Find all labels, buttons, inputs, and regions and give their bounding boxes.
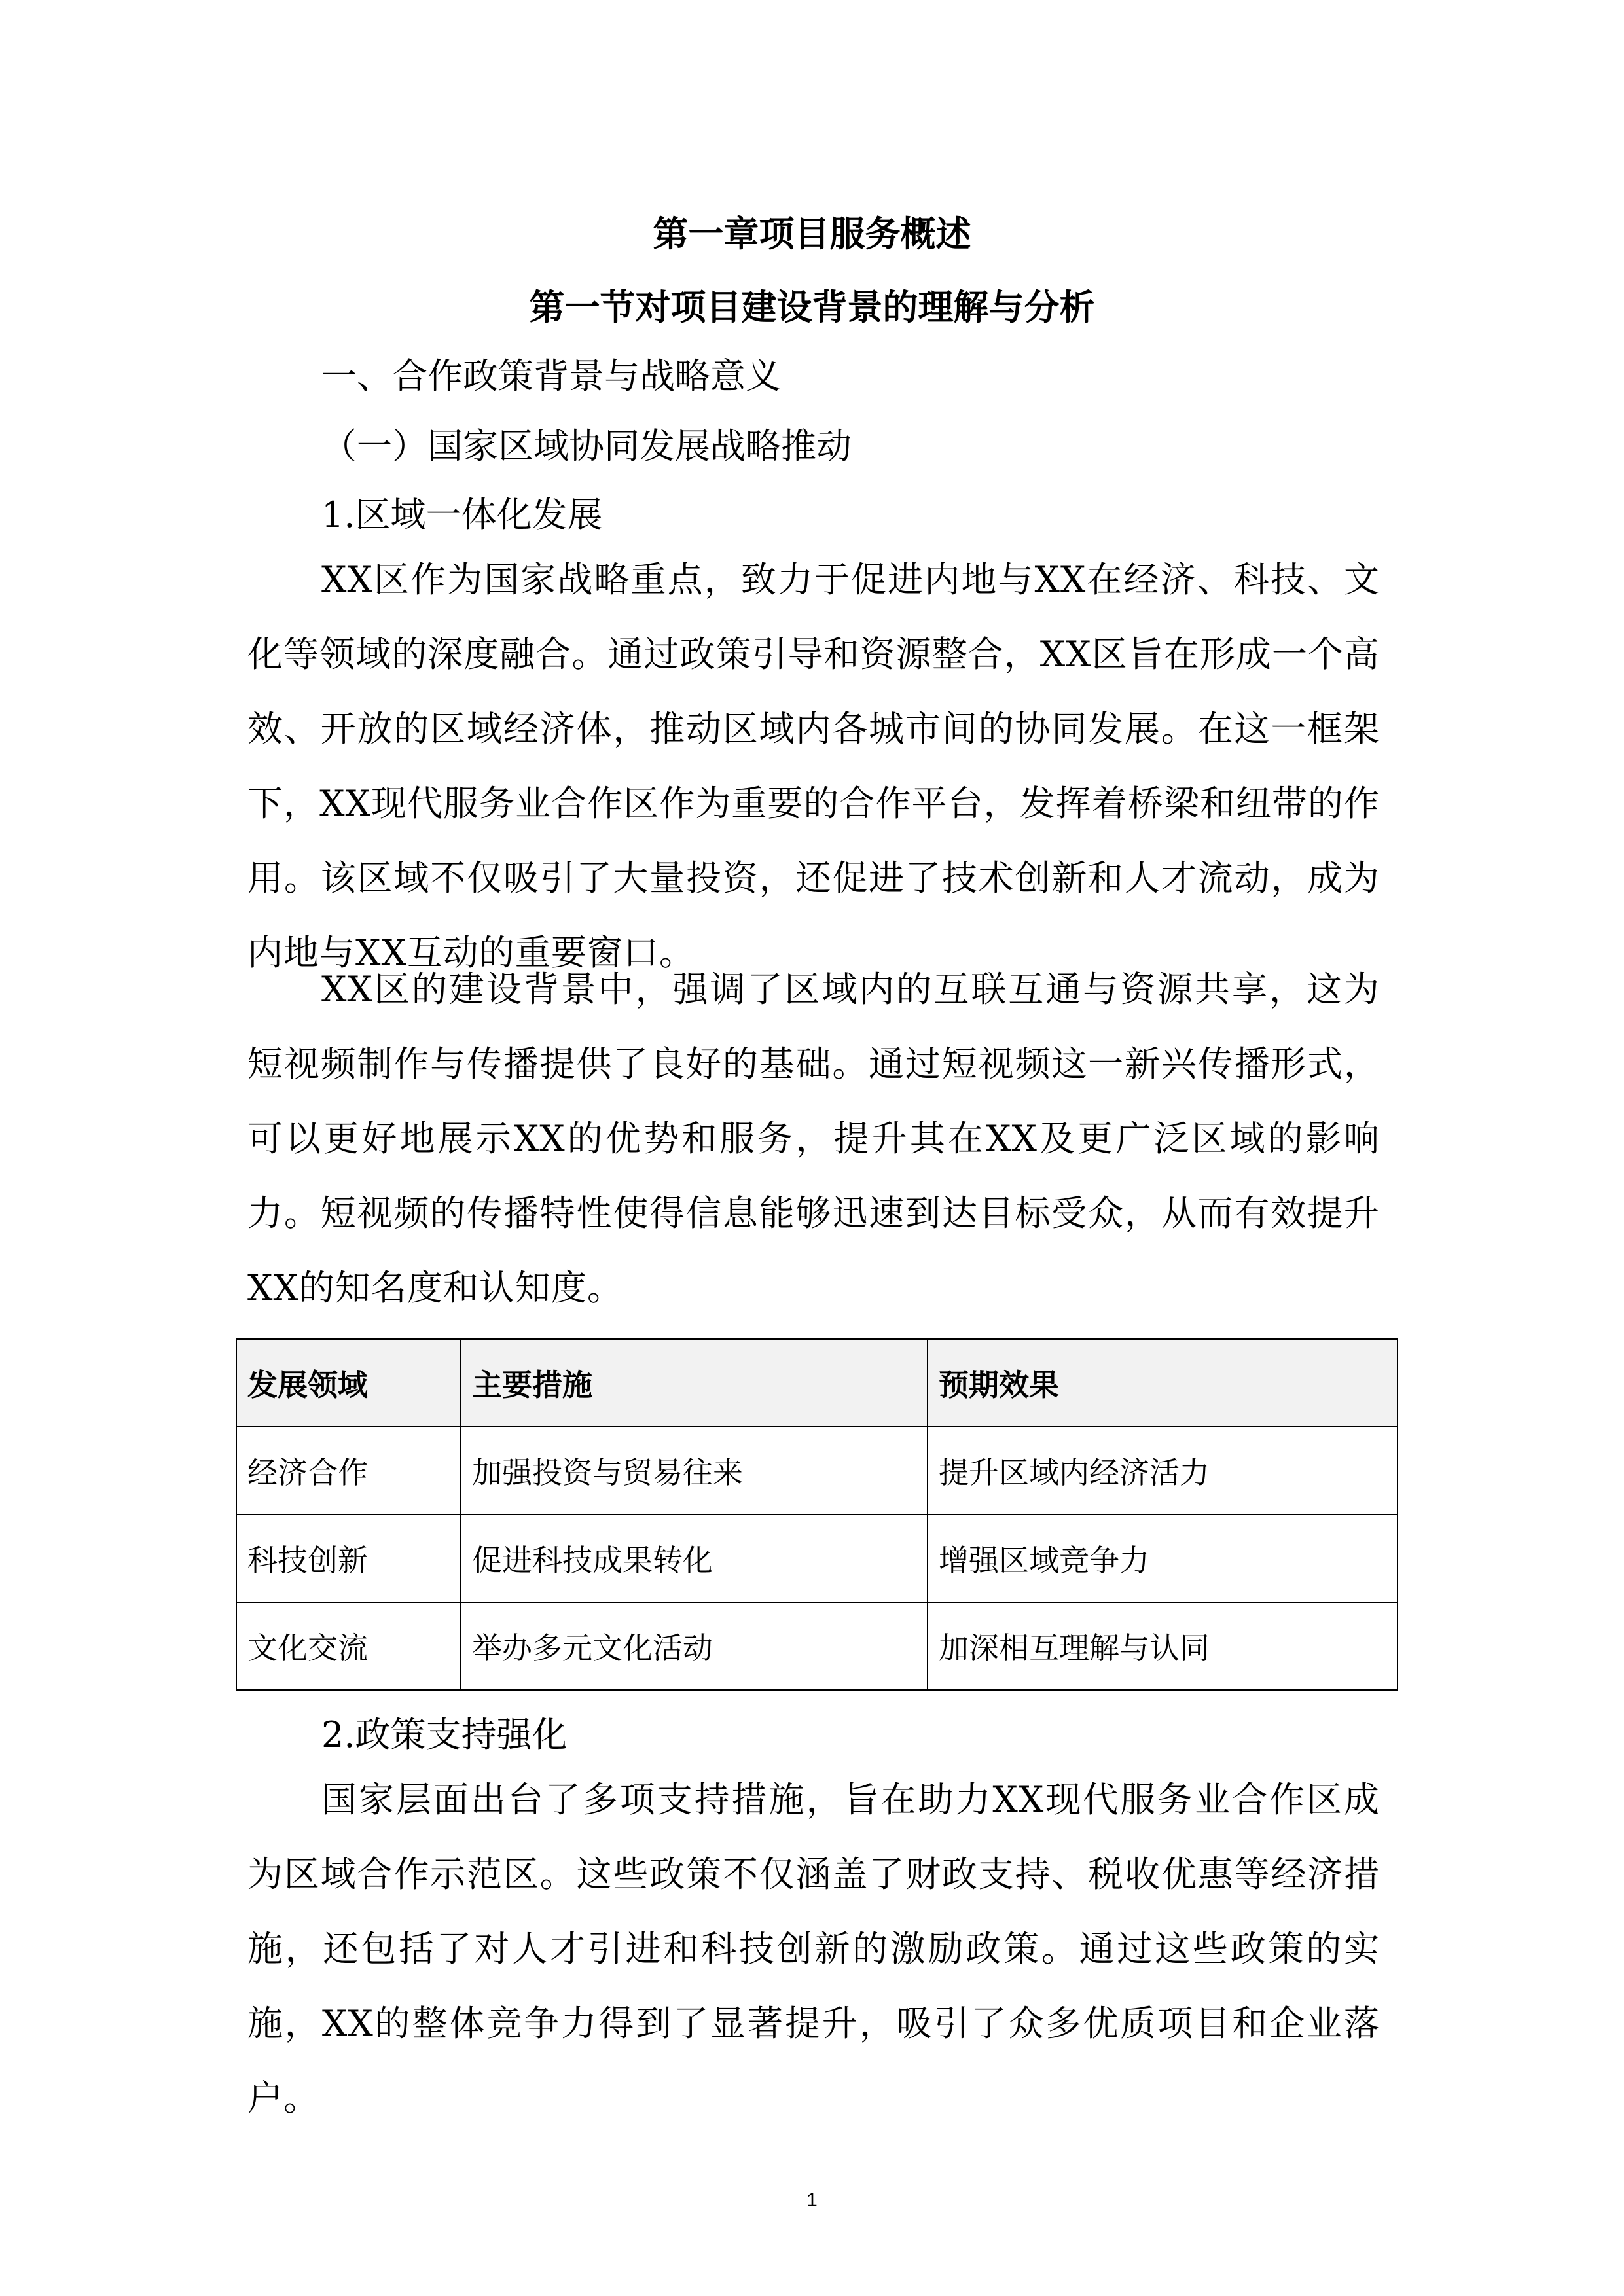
table-cell: 经济合作	[236, 1427, 461, 1515]
table-cell: 加强投资与贸易往来	[461, 1427, 928, 1515]
heading-national-strategy: （一）国家区域协同发展战略推动	[321, 425, 852, 467]
table-cell: 增强区域竞争力	[928, 1515, 1398, 1602]
chapter-title: 第一章项目服务概述	[653, 213, 971, 255]
table-row	[236, 1515, 1398, 1602]
table-header-cell: 预期效果	[928, 1339, 1398, 1427]
table-cell: 科技创新	[236, 1515, 461, 1602]
table-cell: 提升区域内经济活力	[928, 1427, 1398, 1515]
table-row	[236, 1427, 1398, 1515]
paragraph-policy-support: 国家层面出台了多项支持措施，旨在助力XX现代服务业合作区成为区域合作示范区。这些政策不仅涵盖了财政支持、税收优惠等经济措施，还包括了对人才引进和科技创新的激励政策。通过这些政策的实施，XX的整体竞争力得到了显著提升，吸引了众多优质项目和企业落户。	[247, 1779, 1380, 2119]
page-number: 1	[806, 2189, 818, 2211]
section-title: 第一节对项目建设背景的理解与分析	[529, 287, 1095, 328]
table-cell: 加深相互理解与认同	[928, 1602, 1398, 1690]
paragraph-construction-background: XX区的建设背景中，强调了区域内的互联互通与资源共享，这为短视频制作与传播提供了良好的基础。通过短视频这一新兴传播形式，可以更好地展示XX的优势和服务，提升其在XX及更广泛区域的影响力。短视频的传播特性使得信息能够迅速到达目标受众，从而有效提升XX的知名度和认知度。	[247, 969, 1380, 1308]
table-cell: 文化交流	[236, 1602, 461, 1690]
table-cell: 促进科技成果转化	[461, 1515, 928, 1602]
table-header-row	[236, 1339, 1398, 1427]
heading-policy-support: 2.政策支持强化	[321, 1714, 568, 1755]
table-header-cell: 发展领域	[236, 1339, 461, 1427]
heading-regional-integration: 1.区域一体化发展	[321, 494, 603, 535]
paragraph-regional-integration: XX区作为国家战略重点，致力于促进内地与XX在经济、科技、文化等领域的深度融合。通过政策引导和资源整合，XX区旨在形成一个高效、开放的区域经济体，推动区域内各城市间的协同发展。在这一框架下，XX现代服务业合作区作为重要的合作平台，发挥着桥梁和纽带的作用。该区域不仅吸引了大量投资，还促进了技术创新和人才流动，成为内地与XX互动的重要窗口。	[247, 559, 1380, 973]
table-cell: 举办多元文化活动	[461, 1602, 928, 1690]
table-header-cell: 主要措施	[461, 1339, 928, 1427]
table-row	[236, 1602, 1398, 1690]
development-table	[236, 1338, 1398, 1691]
heading-cooperation-policy: 一、合作政策背景与战略意义	[321, 355, 781, 397]
